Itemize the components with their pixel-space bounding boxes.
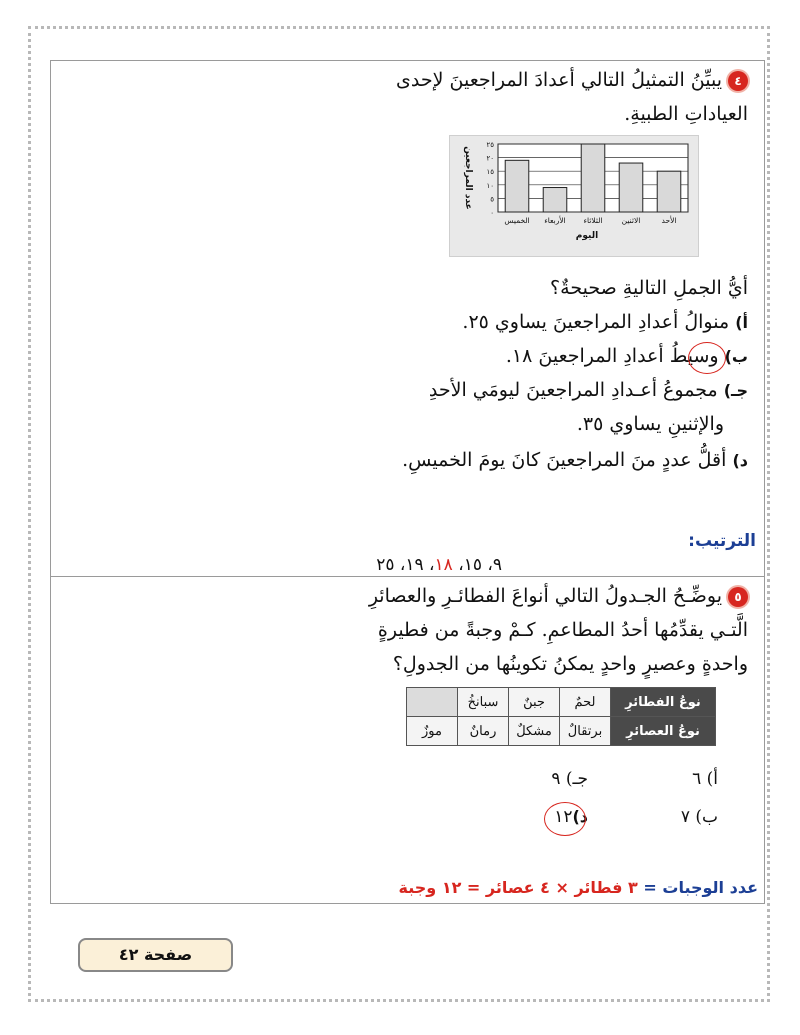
- q5-line1: ٥يوضِّـحُ الجـدولُ التالي أنواعَ الفطائـرِ والعصائرِ: [369, 585, 748, 607]
- bar: [505, 160, 529, 212]
- y-tick-label: ١٠: [486, 181, 494, 190]
- table-cell: سبانخُ: [458, 688, 509, 717]
- x-tick-label: الثلاثاء: [583, 216, 603, 225]
- y-tick-label: ٥: [490, 195, 494, 204]
- q5-option-c: جـ) ٩: [551, 769, 588, 789]
- q5-number-badge: ٥: [728, 587, 748, 607]
- meal-table: [406, 687, 716, 746]
- x-tick-label: الاثنين: [621, 216, 641, 225]
- table-header-pies: نوعُ الفطائرِ: [611, 688, 716, 717]
- table-header-juices: نوعُ العصائرِ: [611, 717, 716, 746]
- meals-formula: عدد الوجبات = ٣ فطائر × ٤ عصائر = ١٢ وجبة: [398, 878, 758, 897]
- table-cell: رمانٌ: [458, 717, 509, 746]
- table-row: [407, 688, 716, 717]
- q4-line1: ٤يبيِّنُ التمثيلُ التالي أعدادَ المراجعينَ لإحدى: [396, 69, 748, 91]
- x-tick-label: الأحد: [661, 216, 677, 225]
- table-cell: لحمٌ: [560, 688, 611, 717]
- bar: [581, 144, 605, 212]
- x-axis-label: اليوم: [575, 231, 599, 241]
- sorted-sequence: ٩، ١٥، ١٨، ١٩، ٢٥: [376, 555, 502, 575]
- table-cell-empty: [407, 688, 458, 717]
- q4-number-badge: ٤: [728, 71, 748, 91]
- q4-option-a: أ) منوالُ أعدادِ المراجعينَ يساوي ٢٥.: [462, 311, 748, 333]
- q4-option-b: ب) وسيطُ أعدادِ المراجعينَ ١٨.: [505, 345, 748, 367]
- q4-option-c: جـ) مجموعُ أعـدادِ المراجعينَ ليومَي الأحدِ: [428, 379, 748, 401]
- q4-line2: العياداتِ الطبيةِ.: [624, 103, 748, 125]
- x-tick-label: الخميس: [504, 216, 530, 225]
- median-highlight: ١٨: [434, 555, 453, 575]
- bar: [657, 171, 681, 212]
- y-tick-label: ٢٥: [486, 141, 494, 149]
- answer-circle-b: [688, 342, 726, 374]
- q4-option-c-cont: والإثنينِ يساوي ٣٥.: [576, 413, 724, 435]
- page-number-tab: صفحة ٤٢: [78, 938, 233, 972]
- bar: [619, 163, 643, 212]
- x-tick-label: الأربعاء: [544, 216, 566, 225]
- bar-chart: [449, 135, 699, 257]
- q5-line2: الَّتـي يقدِّمُها أحدُ المطاعمِ. كـمْ وجبةً من فطيرةٍ: [377, 619, 748, 641]
- y-tick-label: ٠: [490, 209, 494, 217]
- question-5-section: [50, 577, 765, 904]
- table-cell: جبنٌ: [509, 688, 560, 717]
- q4-option-d: د) أقلُّ عددٍ منَ المراجعينَ كانَ يومَ الخميسِ.: [402, 449, 748, 471]
- q5-line3: واحدةٍ وعصيرٍ واحدٍ يمكنُ تكوينُها من الجدولِ؟: [392, 653, 748, 675]
- q5-option-a: أ) ٦: [692, 769, 718, 789]
- q5-option-d: د)١٢: [554, 807, 588, 827]
- answer-circle-d: [544, 802, 586, 836]
- tartib-label: الترتيب:: [688, 531, 756, 551]
- y-tick-label: ١٥: [486, 168, 494, 177]
- y-axis-label: عدد المراجعين: [463, 146, 473, 210]
- y-tick-label: ٢٠: [486, 154, 494, 163]
- table-cell: مشكلٌ: [509, 717, 560, 746]
- table-cell: برتقالٌ: [560, 717, 611, 746]
- table-row: [407, 717, 716, 746]
- table-cell: موزٌ: [407, 717, 458, 746]
- question-4-section: [50, 60, 765, 577]
- bar-chart-svg: [450, 136, 698, 256]
- q4-question: أيُّ الجملِ التاليةِ صحيحةٌ؟: [550, 277, 748, 299]
- bar: [543, 188, 567, 212]
- q5-option-b: ب) ٧: [680, 807, 718, 827]
